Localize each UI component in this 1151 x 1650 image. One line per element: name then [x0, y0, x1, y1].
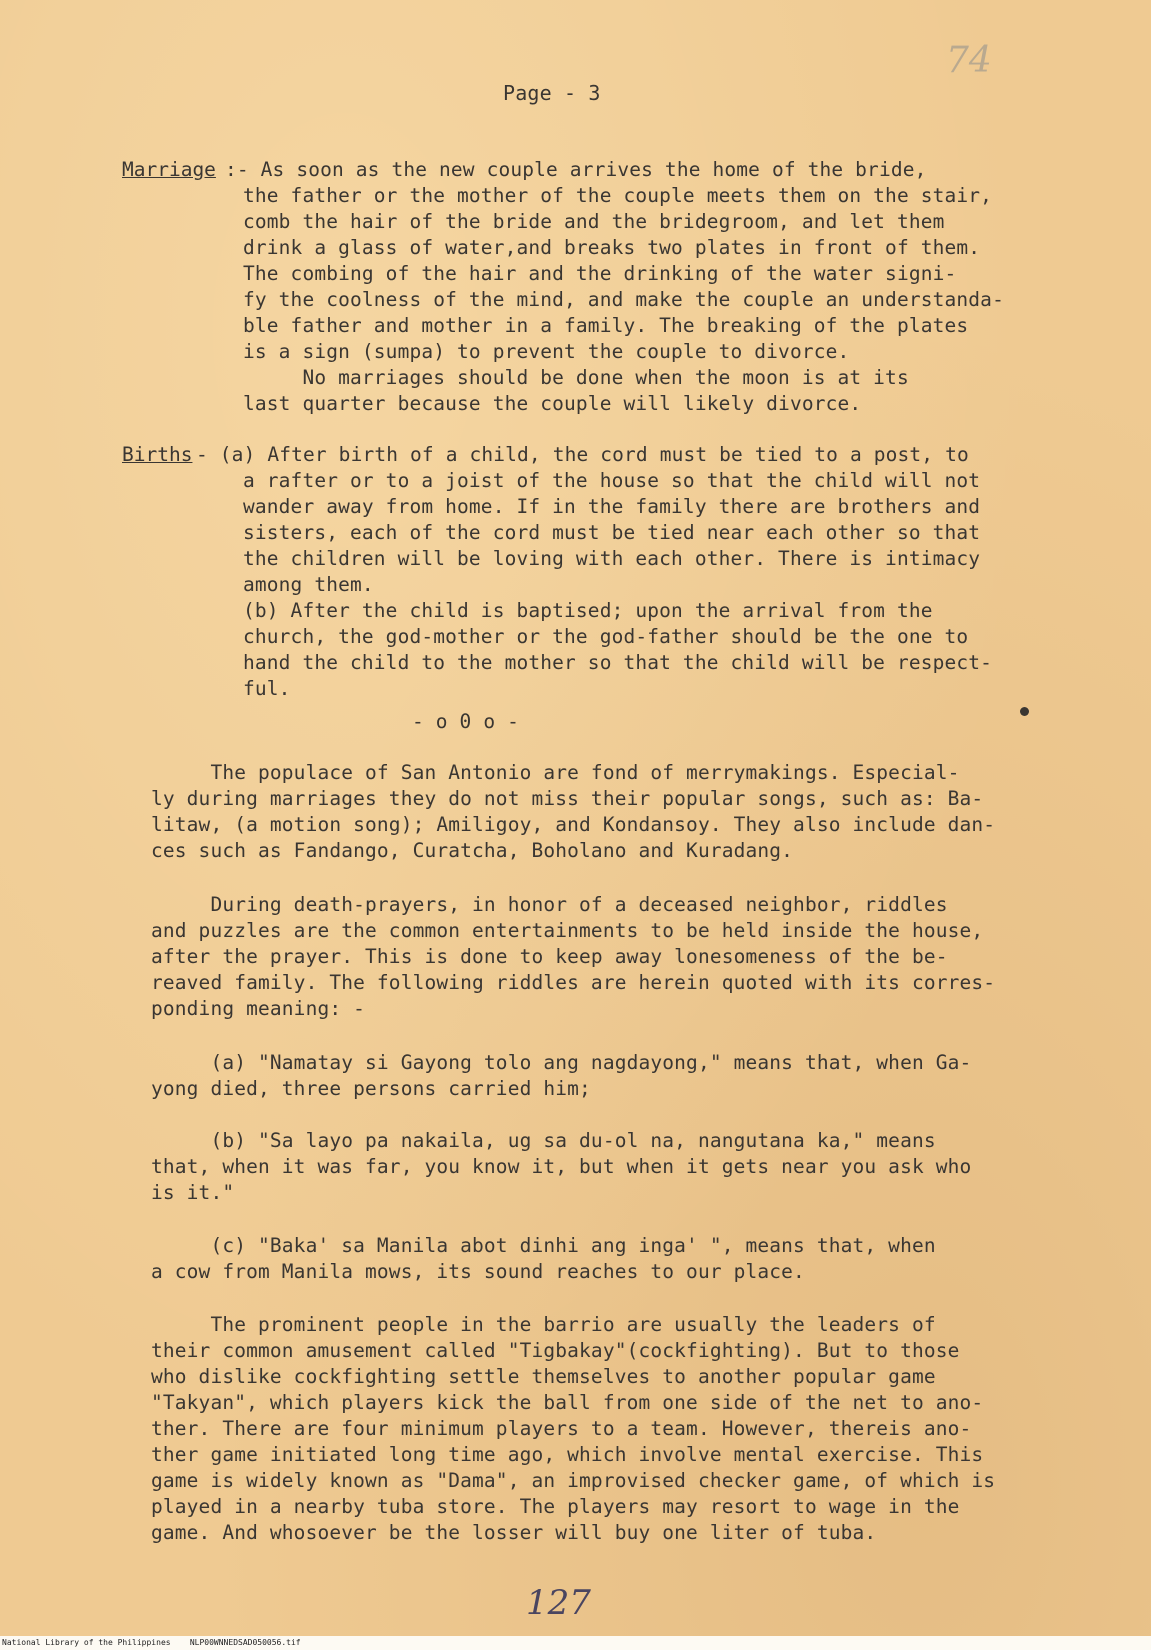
death-prayers-line: ponding meaning: -	[151, 997, 366, 1020]
death-prayers-line: During death-prayers, in honor of a deceased neighbor, riddles	[151, 893, 948, 916]
amusements-line: ther game initiated long time ago, which involve mental exercise. This	[151, 1443, 984, 1466]
death-prayers-line: and puzzles are the common entertainments to be held inside the house,	[151, 919, 984, 942]
amusements-line: played in a nearby tuba store. The players may resort to wage in the	[151, 1495, 960, 1518]
marriage-line: No marriages should be done when the moon is at its	[243, 366, 909, 389]
section-separator: - o 0 o -	[412, 710, 520, 733]
births-line: church, the god-mother or the god-father should be the one to	[243, 625, 969, 648]
amusements-line: who dislike cockfighting settle themselves to another popular game	[151, 1365, 936, 1388]
riddle-a-line: yong died, three persons carried him;	[151, 1077, 591, 1100]
merrymakings-line: ces such as Fandango, Curatcha, Boholano and Kuradang.	[151, 839, 794, 862]
amusements-line: ther. There are four minimum players to a team. However, thereis ano-	[151, 1417, 972, 1440]
death-prayers-line: reaved family. The following riddles are herein quoted with its corres-	[151, 971, 996, 994]
page-heading: Page - 3	[503, 81, 601, 105]
marriage-line: is a sign (sumpa) to prevent the couple to divorce.	[243, 340, 850, 363]
births-line: hand the child to the mother so that the child will be respect-	[243, 651, 993, 674]
riddle-b-line: (b) "Sa layo pa nakaila, ug sa du-ol na, nangutana ka," means	[151, 1129, 936, 1152]
births-line: sisters, each of the cord must be tied near each other so that	[243, 521, 981, 544]
handwritten-number: 127	[526, 1583, 591, 1623]
merrymakings-line: ly during marriages they do not miss their popular songs, such as: Ba-	[151, 787, 984, 810]
ink-dot	[1020, 707, 1029, 716]
riddle-b-line: that, when it was far, you know it, but when it gets near you ask who	[151, 1155, 972, 1178]
marriage-line: last quarter because the couple will likely divorce.	[243, 392, 862, 415]
scan-footer: National Library of the Philippines NLP00WNNEDSAD050056.tif	[0, 1636, 1151, 1650]
marriage-line: comb the hair of the bride and the bridegroom, and let them	[243, 210, 945, 233]
marriage-line: ble father and mother in a family. The breaking of the plates	[243, 314, 969, 337]
amusements-line: "Takyan", which players kick the ball from one side of the net to ano-	[151, 1391, 984, 1414]
riddle-b-line: is it."	[151, 1181, 235, 1204]
births-line: - (a) After birth of a child, the cord must be tied to a post, to	[196, 443, 969, 466]
riddle-a-line: (a) "Namatay si Gayong tolo ang nagdayong," means that, when Ga-	[151, 1051, 972, 1074]
births-line: wander away from home. If in the family there are brothers and	[243, 495, 981, 518]
death-prayers-line: after the prayer. This is done to keep away lonesomeness of the be-	[151, 945, 948, 968]
births-label: Births	[122, 443, 193, 466]
marriage-line: the father or the mother of the couple meets them on the stair,	[243, 184, 993, 207]
handwritten-page-number: 74	[946, 40, 992, 81]
marriage-line: drink a glass of water,and breaks two plates in front of them.	[243, 236, 981, 259]
marriage-line: :- As soon as the new couple arrives the home of the bride,	[225, 158, 927, 181]
marriage-line: The combing of the hair and the drinking of the water signi-	[243, 262, 957, 285]
riddle-c-line: (c) "Baka' sa Manila abot dinhi ang inga' ", means that, when	[151, 1234, 936, 1257]
births-line: ful.	[243, 677, 291, 700]
births-line: the children will be loving with each other. There is intimacy	[243, 547, 981, 570]
amusements-line: game. And whosoever be the losser will buy one liter of tuba.	[151, 1521, 877, 1544]
marriage-line: fy the coolness of the mind, and make the couple an understanda-	[243, 288, 1004, 311]
births-line: (b) After the child is baptised; upon the arrival from the	[243, 599, 933, 622]
marriage-label: Marriage	[122, 158, 216, 181]
merrymakings-line: litaw, (a motion song); Amiligoy, and Kondansoy. They also include dan-	[151, 813, 996, 836]
riddle-c-line: a cow from Manila mows, its sound reaches to our place.	[151, 1260, 805, 1283]
amusements-line: game is widely known as "Dama", an improvised checker game, of which is	[151, 1469, 996, 1492]
amusements-line: The prominent people in the barrio are usually the leaders of	[151, 1313, 936, 1336]
amusements-line: their common amusement called "Tigbakay"(cockfighting). But to those	[151, 1339, 960, 1362]
merrymakings-line: The populace of San Antonio are fond of merrymakings. Especial-	[151, 761, 960, 784]
births-line: a rafter or to a joist of the house so that the child will not	[243, 469, 981, 492]
births-line: among them.	[243, 573, 374, 596]
